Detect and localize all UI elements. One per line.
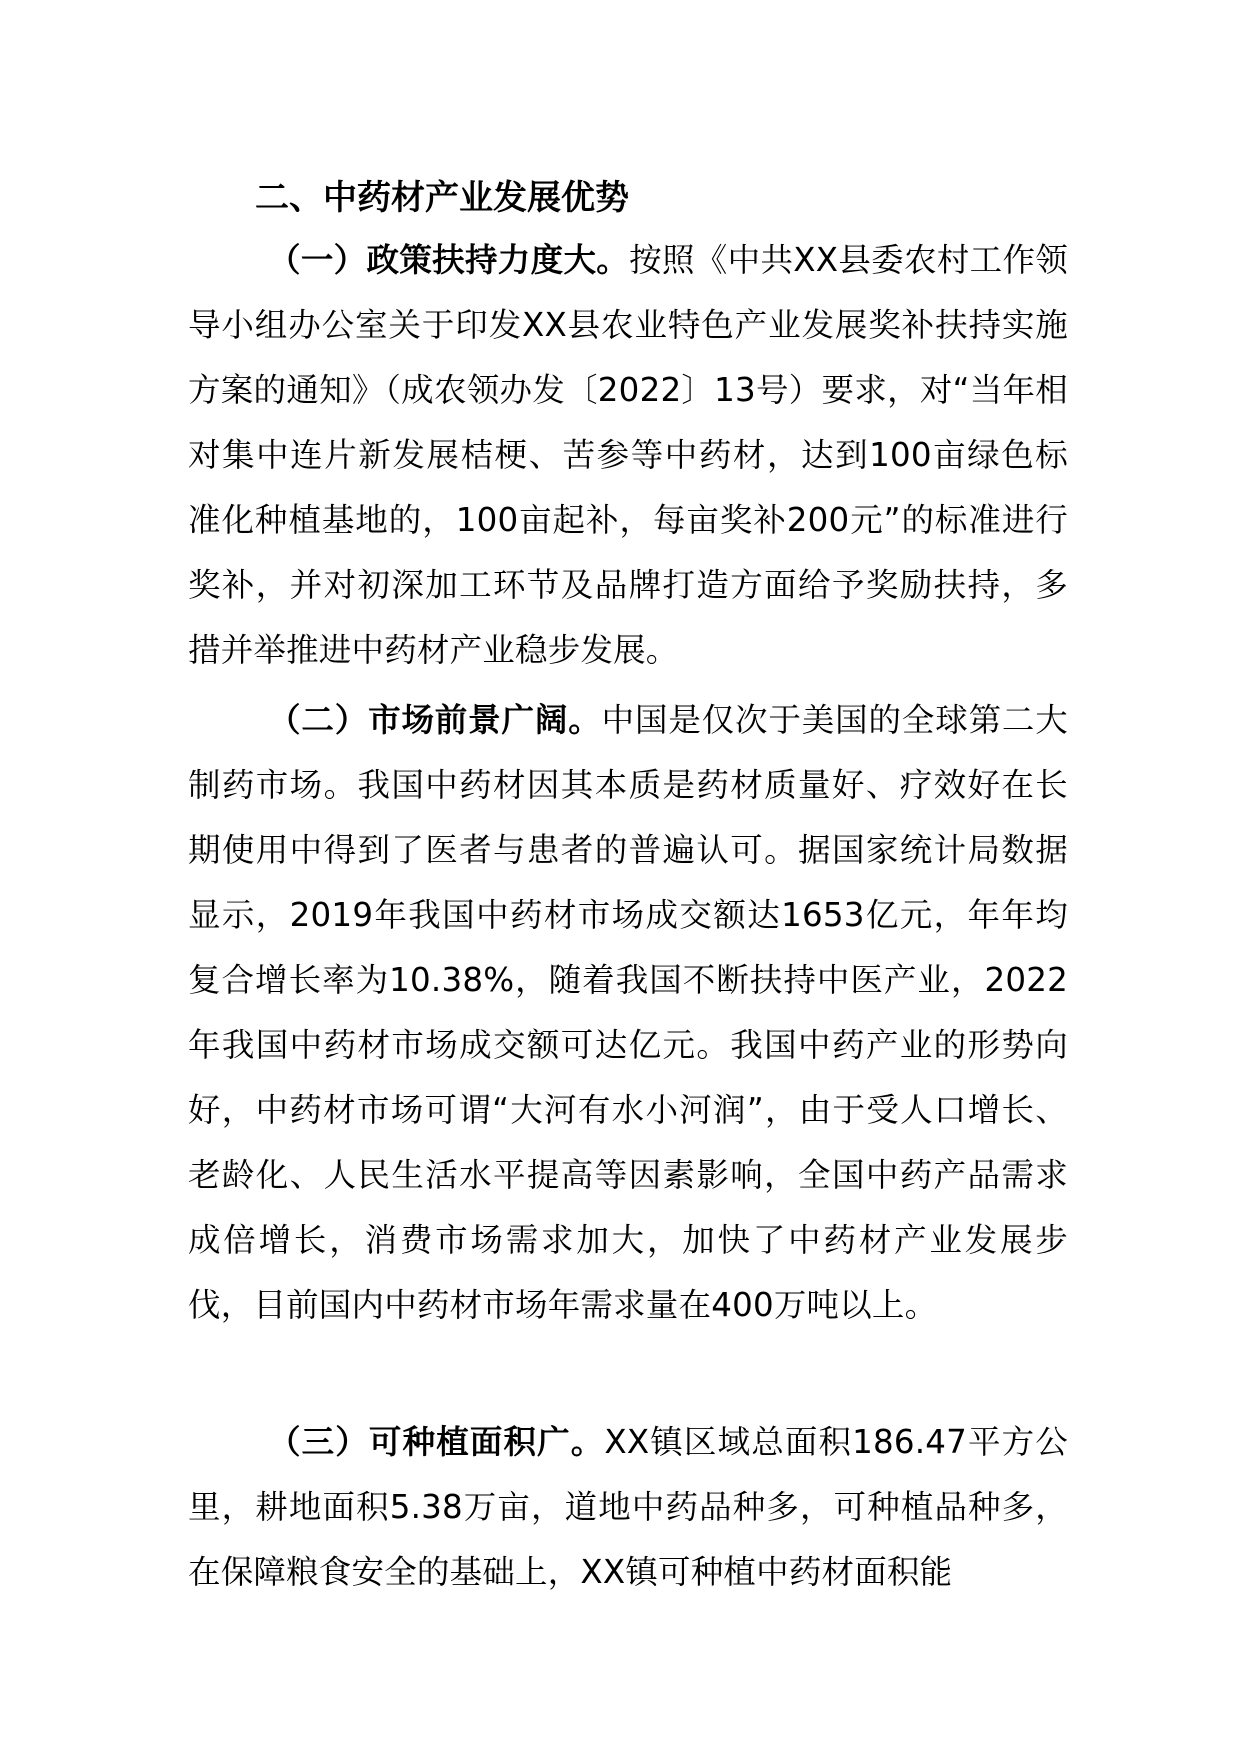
paragraph-body: 按照《中共XX县委农村工作领导小组办公室关于印发XX县农业特色产业发展奖补扶持实施方案的通知》（成农领办发〔2022〕13号）要求，对“当年相对集中连片新发展桔梗、苦参等中药材，达到100亩绿色标准化种植基地的，100亩起补，每亩奖补200元”的标准进行奖补，并对初深加工环节及品牌打造方面给予奖励扶持，多措并举推进中药材产业稳步发展。 xyxy=(188,241,1068,669)
paragraph-body: XX镇区域总面积186.47平方公里，耕地面积5.38万亩，道地中药品种多，可种植品种多，在保障粮食安全的基础上，XX镇可种植中药材面积能 xyxy=(188,1423,1068,1591)
paragraph-lead: （一）政策扶持力度大。 xyxy=(268,241,630,279)
paragraph-lead: （二）市场前景广阔。 xyxy=(268,701,602,739)
paragraph-market-prospects xyxy=(188,688,1068,1338)
paragraph-policy-support xyxy=(188,228,1068,683)
paragraph-lead: （三）可种植面积广。 xyxy=(268,1423,605,1461)
paragraph-body: 中国是仅次于美国的全球第二大制药市场。我国中药材因其本质是药材质量好、疗效好在长期使用中得到了医者与患者的普遍认可。据国家统计局数据显示，2019年我国中药材市场成交额达1653亿元，年年均复合增长率为10.38%，随着我国不断扶持中医产业，2022年我国中药材市场成交额可达亿元。我国中药产业的形势向好，中药材市场可谓“大河有水小河润”，由于受人口增长、老龄化、人民生活水平提高等因素影响，全国中药产品需求成倍增长，消费市场需求加大，加快了中药材产业发展步伐，目前国内中药材市场年需求量在400万吨以上。 xyxy=(188,701,1068,1324)
section-heading: 二、中药材产业发展优势 xyxy=(255,178,629,218)
paragraph-planting-area xyxy=(188,1410,1068,1605)
